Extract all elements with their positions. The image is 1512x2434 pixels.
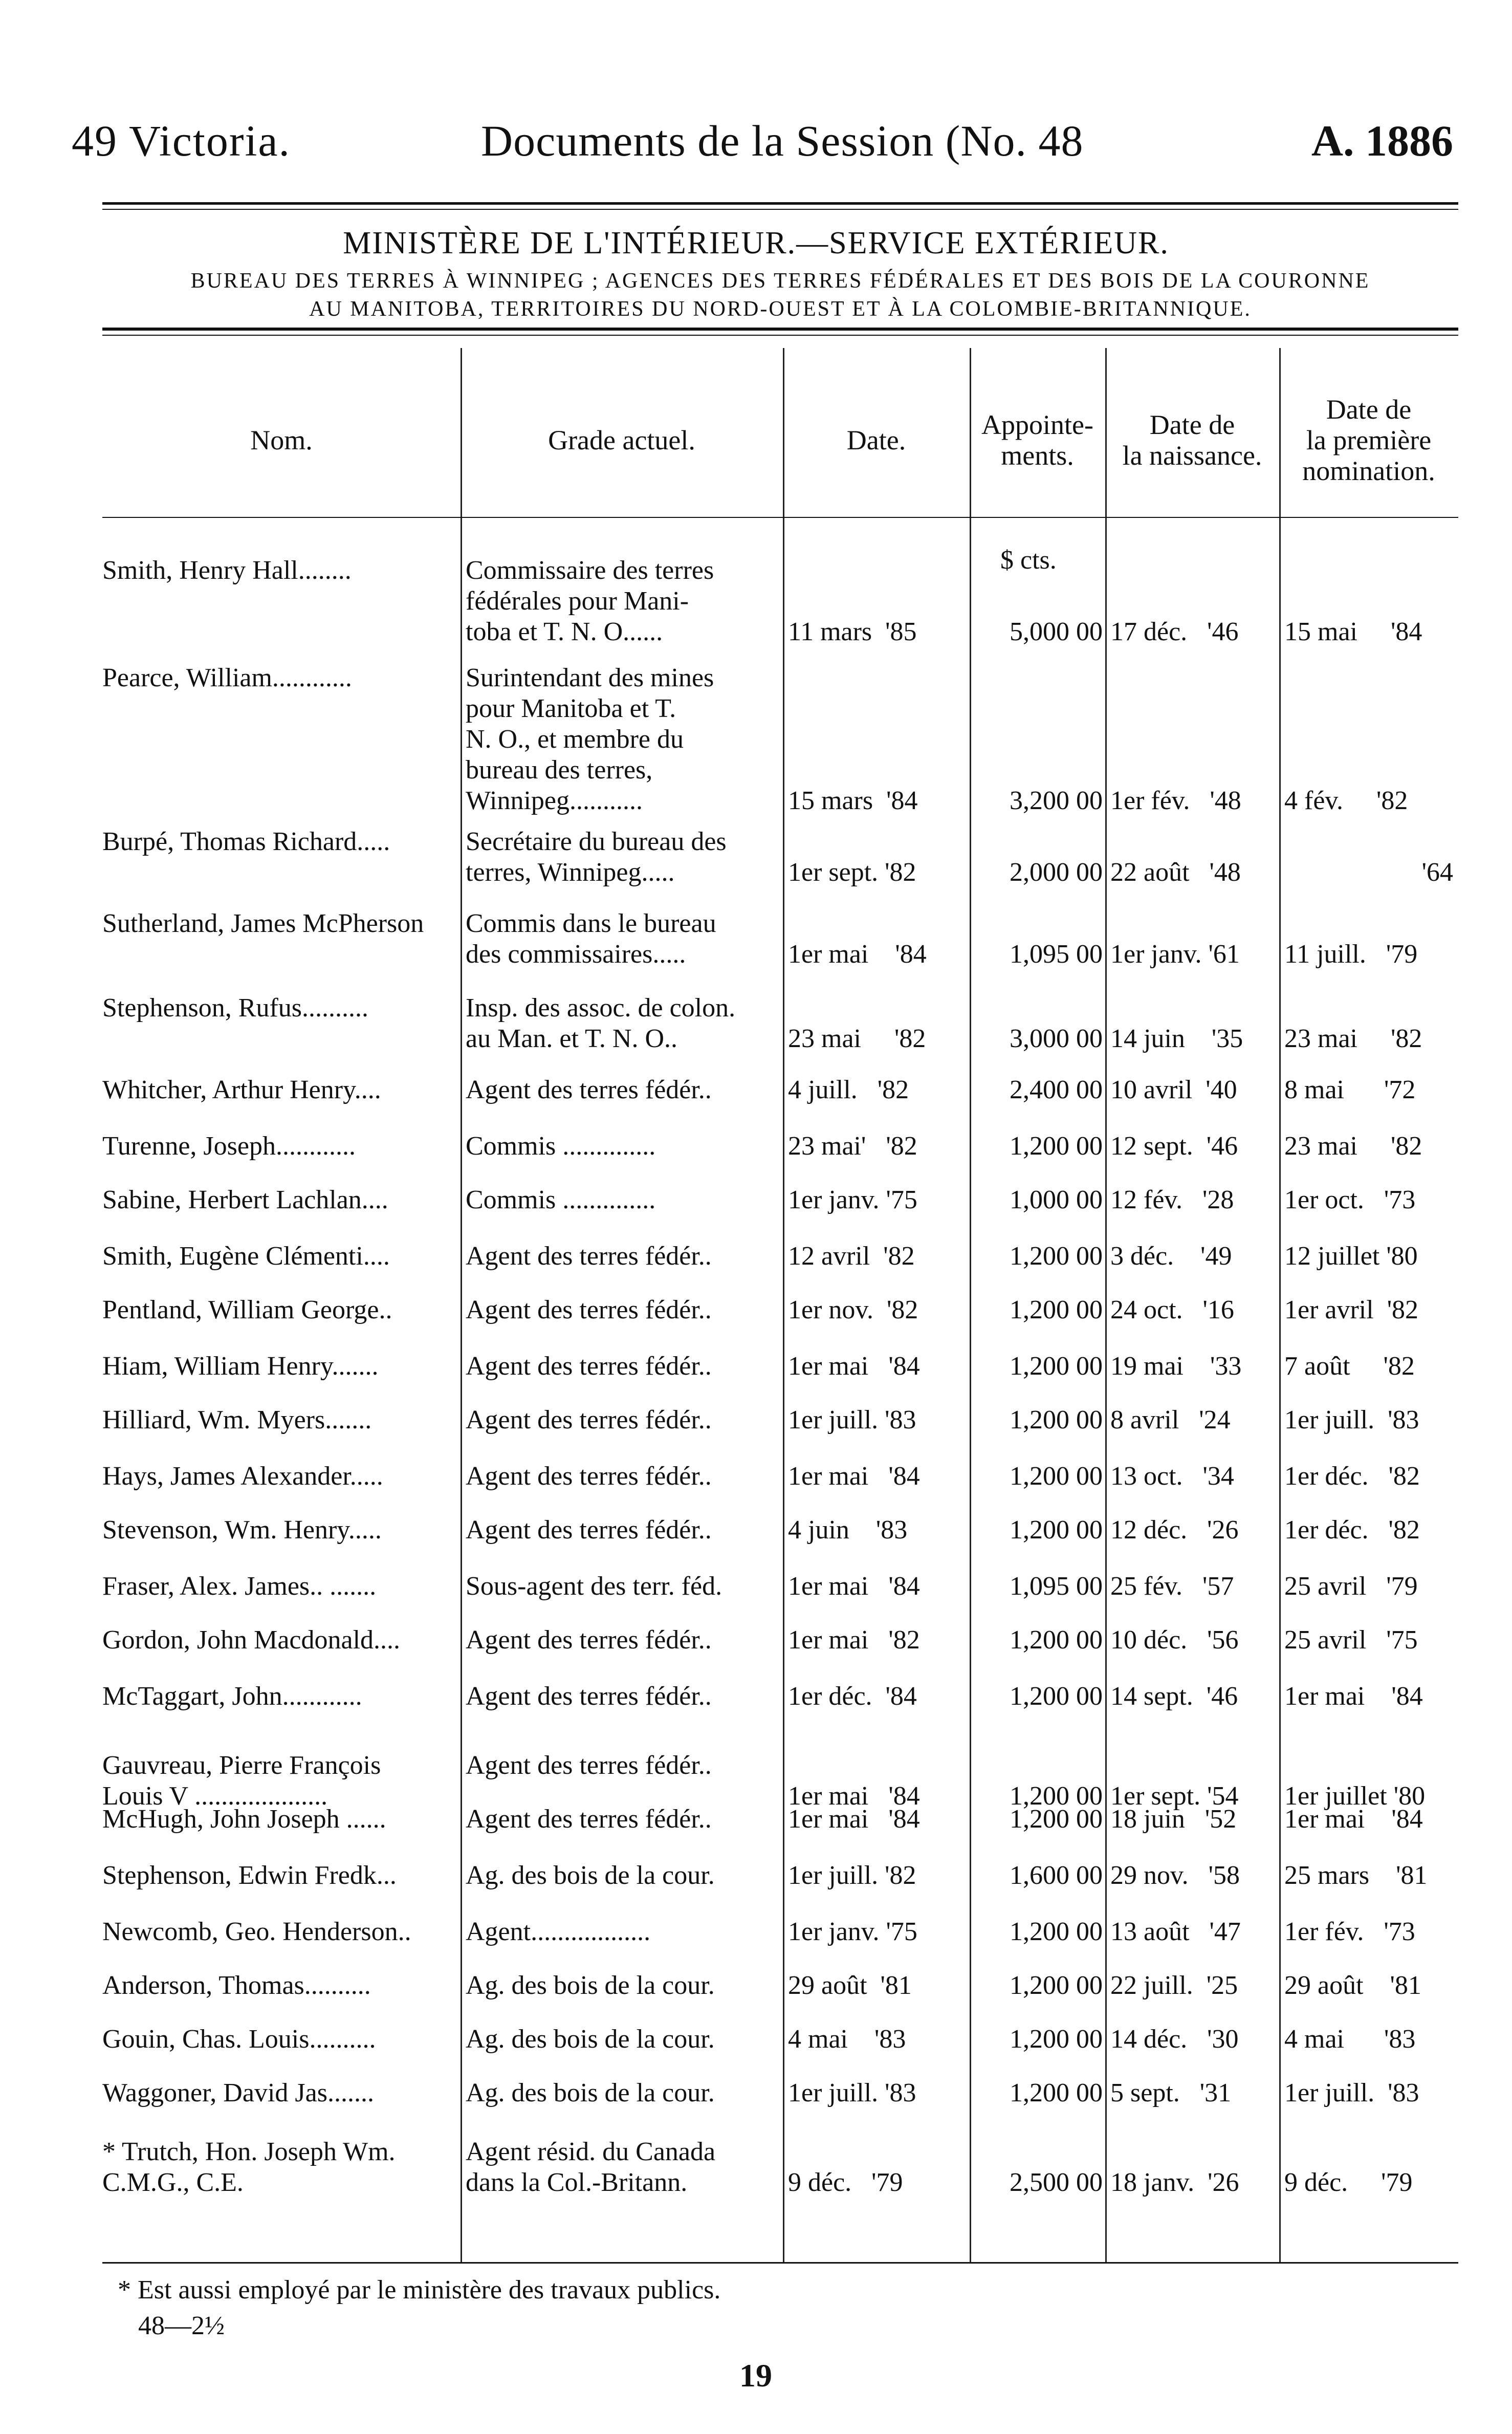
cell-grade: Ag. des bois de la cour.	[466, 1861, 715, 1890]
cell-date: 4 juin '83	[788, 1515, 908, 1545]
cell-date: 1er nov. '82	[788, 1295, 918, 1324]
cell-grade: Agent des terres fédér..	[466, 1462, 712, 1491]
cell-nom: Pearce, William............	[102, 663, 352, 692]
cell-naissance: 13 oct. '34	[1110, 1462, 1234, 1491]
cell-nom: Gouin, Chas. Louis..........	[102, 2025, 376, 2054]
cell-naissance: 14 sept. '46	[1110, 1682, 1238, 1711]
column-divider	[1105, 348, 1107, 2262]
cell-premiere-nomination: 23 mai '82	[1284, 1132, 1422, 1161]
column-divider	[970, 348, 971, 2262]
cell-grade: Agent des terres fédér..	[466, 1682, 712, 1711]
column-header-appointements: Appointe- ments.	[981, 409, 1093, 471]
cell-premiere-nomination: '64	[1421, 858, 1453, 887]
cell-appointements: 1,200 00	[1010, 1462, 1103, 1491]
session-year: 49 Victoria.	[72, 116, 291, 165]
column-header-grade: Grade actuel.	[548, 425, 695, 455]
cell-grade: Agent des terres fédér..	[466, 1751, 712, 1780]
cell-premiere-nomination: 1er juillet '80	[1284, 1781, 1426, 1811]
cell-premiere-nomination: 25 avril '79	[1284, 1572, 1418, 1601]
year-label: A. 1886	[1311, 116, 1453, 165]
cell-premiere-nomination: 7 août '82	[1284, 1352, 1415, 1381]
cell-nom: Sutherland, James McPherson	[102, 909, 424, 938]
footnote: * Est aussi employé par le ministère des travaux publics.	[118, 2275, 721, 2305]
cell-grade: Agent des terres fédér..	[466, 1295, 712, 1324]
cell-nom: Gauvreau, Pierre François Louis V ....................	[102, 1751, 381, 1811]
cell-appointements: 1,200 00	[1010, 1917, 1103, 1946]
cell-appointements: 1,200 00	[1010, 1971, 1103, 2000]
cell-appointements: 1,200 00	[1010, 1295, 1103, 1324]
cell-nom: Stevenson, Wm. Henry.....	[102, 1515, 382, 1545]
cell-appointements: 1,200 00	[1010, 1515, 1103, 1545]
cell-date: 23 mai '82	[788, 1024, 926, 1053]
cell-naissance: 1er sept. '54	[1110, 1781, 1239, 1811]
cell-naissance: 14 déc. '30	[1110, 2025, 1239, 2054]
cell-date: 12 avril '82	[788, 1242, 915, 1271]
cell-date: 11 mars '85	[788, 617, 917, 646]
cell-naissance: 18 juin '52	[1110, 1805, 1237, 1834]
cell-appointements: 2,000 00	[1010, 858, 1103, 887]
cell-premiere-nomination: 23 mai '82	[1284, 1024, 1422, 1053]
column-header-naissance: Date de la naissance.	[1122, 409, 1262, 471]
cell-premiere-nomination: 15 mai '84	[1284, 617, 1422, 646]
cell-grade: Agent résid. du Canada dans la Col.-Britann.	[466, 2137, 716, 2197]
cell-grade: Commissaire des terres fédérales pour Mani- toba et T. N. O......	[466, 556, 714, 646]
cell-grade: Agent des terres fédér..	[466, 1075, 712, 1104]
cell-date: 15 mars '84	[788, 786, 918, 815]
cell-premiere-nomination: 1er mai '84	[1284, 1805, 1423, 1834]
cell-premiere-nomination: 29 août '81	[1284, 1971, 1421, 2000]
column-divider	[461, 348, 462, 2262]
title-rule-thin	[102, 335, 1458, 336]
cell-date: 1er mai '84	[788, 1572, 920, 1601]
table-bottom-rule	[102, 2262, 1458, 2264]
cell-grade: Commis ..............	[466, 1132, 656, 1161]
cell-grade: Insp. des assoc. de colon. au Man. et T. N. O..	[466, 993, 736, 1053]
cell-nom: Waggoner, David Jas.......	[102, 2078, 374, 2107]
ministry-title: MINISTÈRE DE L'INTÉRIEUR.—SERVICE EXTÉRIEUR.	[343, 226, 1169, 260]
cell-grade: Commis dans le bureau des commissaires.....	[466, 909, 716, 969]
cell-naissance: 8 avril '24	[1110, 1405, 1231, 1435]
cell-appointements: 2,400 00	[1010, 1075, 1103, 1104]
cell-grade: Secrétaire du bureau des terres, Winnipeg.....	[466, 827, 727, 887]
cell-date: 1er janv. '75	[788, 1917, 917, 1946]
cell-naissance: 14 juin '35	[1110, 1024, 1243, 1053]
cell-naissance: 25 fév. '57	[1110, 1572, 1234, 1601]
header-rule-thin	[102, 209, 1458, 210]
column-header-date: Date.	[846, 425, 906, 455]
cell-premiere-nomination: 1er déc. '82	[1284, 1462, 1420, 1491]
cell-naissance: 3 déc. '49	[1110, 1242, 1232, 1271]
cell-premiere-nomination: 12 juillet '80	[1284, 1242, 1418, 1271]
cell-grade: Surintendant des mines pour Manitoba et T. N. O., et membre du bureau des terres, Winnipeg...........	[466, 663, 714, 815]
cell-premiere-nomination: 1er oct. '73	[1284, 1185, 1416, 1214]
cell-premiere-nomination: 4 mai '83	[1284, 2025, 1416, 2054]
cell-grade: Agent des terres fédér..	[466, 1352, 712, 1381]
document-series: Documents de la Session (No. 48	[481, 116, 1084, 165]
header-rule-thick	[102, 202, 1458, 205]
cell-appointements: 3,000 00	[1010, 1024, 1103, 1053]
cell-naissance: 18 janv. '26	[1110, 2168, 1239, 2197]
cell-naissance: 10 avril '40	[1110, 1075, 1237, 1104]
cell-date: 1er juill. '83	[788, 2078, 916, 2107]
cell-date: 1er déc. '84	[788, 1682, 917, 1711]
cell-appointements: 1,200 00	[1010, 1805, 1103, 1834]
cell-appointements: 1,200 00	[1010, 1132, 1103, 1161]
cell-naissance: 13 août '47	[1110, 1917, 1241, 1946]
cell-naissance: 12 fév. '28	[1110, 1185, 1234, 1214]
cell-premiere-nomination: 8 mai '72	[1284, 1075, 1416, 1104]
column-divider	[1279, 348, 1281, 2262]
cell-nom: Whitcher, Arthur Henry....	[102, 1075, 381, 1104]
cell-naissance: 17 déc. '46	[1110, 617, 1239, 646]
cell-premiere-nomination: 1er juill. '83	[1284, 1405, 1419, 1435]
cell-premiere-nomination: 9 déc. '79	[1284, 2168, 1413, 2197]
cell-date: 1er mai '84	[788, 1805, 920, 1834]
cell-grade: Agent des terres fédér..	[466, 1805, 712, 1834]
title-rule-thick	[102, 328, 1458, 331]
cell-premiere-nomination: 1er juill. '83	[1284, 2078, 1419, 2107]
cell-grade: Sous-agent des terr. féd.	[466, 1572, 722, 1601]
cell-grade: Ag. des bois de la cour.	[466, 2025, 715, 2054]
cell-appointements: 1,200 00	[1010, 2025, 1103, 2054]
cell-appointements: 1,200 00	[1010, 1781, 1103, 1811]
cell-date: 4 juill. '82	[788, 1075, 909, 1104]
cell-naissance: 5 sept. '31	[1110, 2078, 1232, 2107]
cell-nom: Fraser, Alex. James.. .......	[102, 1572, 377, 1601]
cell-premiere-nomination: 25 avril '75	[1284, 1625, 1418, 1655]
cell-premiere-nomination: 1er fév. '73	[1284, 1917, 1415, 1946]
cell-appointements: 1,095 00	[1010, 1572, 1103, 1601]
cell-premiere-nomination: 1er avril '82	[1284, 1295, 1419, 1324]
cell-nom: Gordon, John Macdonald....	[102, 1625, 401, 1655]
cell-date: 1er mai '82	[788, 1625, 920, 1655]
cell-premiere-nomination: 1er mai '84	[1284, 1682, 1423, 1711]
cell-nom: Turenne, Joseph............	[102, 1132, 356, 1161]
cell-nom: Anderson, Thomas..........	[102, 1971, 371, 2000]
cell-naissance: 24 oct. '16	[1110, 1295, 1234, 1324]
cell-appointements: 2,500 00	[1010, 2168, 1103, 2197]
cell-grade: Agent des terres fédér..	[466, 1405, 712, 1435]
cell-nom: Burpé, Thomas Richard.....	[102, 827, 390, 856]
cell-appointements: 1,200 00	[1010, 1352, 1103, 1381]
cell-grade: Agent des terres fédér..	[466, 1242, 712, 1271]
document-signature: 48—2½	[138, 2311, 225, 2340]
running-head	[72, 115, 1453, 171]
cell-appointements: 1,095 00	[1010, 940, 1103, 969]
cell-premiere-nomination: 11 juill. '79	[1284, 940, 1418, 969]
cell-date: 9 déc. '79	[788, 2168, 903, 2197]
cell-nom: Hiam, William Henry.......	[102, 1352, 379, 1381]
cell-date: 29 août '81	[788, 1971, 912, 2000]
cell-naissance: 12 sept. '46	[1110, 1132, 1238, 1161]
header-underline	[102, 517, 1458, 518]
cell-naissance: 29 nov. '58	[1110, 1861, 1240, 1890]
page-number: 19	[739, 2357, 772, 2394]
cell-date: 1er janv. '75	[788, 1185, 917, 1214]
cell-naissance: 10 déc. '56	[1110, 1625, 1239, 1655]
cell-date: 1er sept. '82	[788, 858, 916, 887]
cell-nom: * Trutch, Hon. Joseph Wm. C.M.G., C.E.	[102, 2137, 396, 2197]
cell-appointements: 5,000 00	[1010, 617, 1103, 646]
cell-naissance: 1er fév. '48	[1110, 786, 1241, 815]
cell-premiere-nomination: 1er déc. '82	[1284, 1515, 1420, 1545]
cell-nom: Sabine, Herbert Lachlan....	[102, 1185, 388, 1214]
cell-nom: McHugh, John Joseph ......	[102, 1805, 386, 1834]
cell-nom: Smith, Eugène Clémenti....	[102, 1242, 390, 1271]
cell-naissance: 19 mai '33	[1110, 1352, 1242, 1381]
cell-appointements: 1,200 00	[1010, 2078, 1103, 2107]
cell-date: 1er mai '84	[788, 1462, 920, 1491]
currency-label: $ cts.	[1000, 546, 1057, 575]
cell-appointements: 1,600 00	[1010, 1861, 1103, 1890]
cell-date: 1er mai '84	[788, 1352, 920, 1381]
cell-nom: Stephenson, Edwin Fredk...	[102, 1861, 397, 1890]
cell-appointements: 1,200 00	[1010, 1625, 1103, 1655]
cell-date: 1er juill. '82	[788, 1861, 916, 1890]
cell-naissance: 12 déc. '26	[1110, 1515, 1239, 1545]
cell-appointements: 1,200 00	[1010, 1405, 1103, 1435]
cell-nom: Pentland, William George..	[102, 1295, 392, 1324]
cell-date: 4 mai '83	[788, 2025, 906, 2054]
cell-appointements: 1,000 00	[1010, 1185, 1103, 1214]
cell-grade: Ag. des bois de la cour.	[466, 2078, 715, 2107]
column-header-premiere-nomination: Date de la première nomination.	[1302, 394, 1435, 486]
cell-nom: Smith, Henry Hall........	[102, 556, 352, 585]
cell-date: 23 mai' '82	[788, 1132, 917, 1161]
cell-appointements: 1,200 00	[1010, 1682, 1103, 1711]
cell-naissance: 22 juill. '25	[1110, 1971, 1238, 2000]
cell-date: 1er mai '84	[788, 1781, 920, 1811]
cell-nom: McTaggart, John............	[102, 1682, 362, 1711]
cell-nom: Stephenson, Rufus..........	[102, 993, 368, 1023]
cell-grade: Ag. des bois de la cour.	[466, 1971, 715, 2000]
cell-appointements: 3,200 00	[1010, 786, 1103, 815]
cell-nom: Hays, James Alexander.....	[102, 1462, 383, 1491]
cell-naissance: 1er janv. '61	[1110, 940, 1240, 969]
cell-naissance: 22 août '48	[1110, 858, 1241, 887]
bureau-line-2: AU MANITOBA, TERRITOIRES DU NORD-OUEST ET À LA COLOMBIE-BRITANNIQUE.	[309, 297, 1252, 321]
cell-grade: Agent des terres fédér..	[466, 1625, 712, 1655]
cell-nom: Hilliard, Wm. Myers.......	[102, 1405, 372, 1435]
cell-premiere-nomination: 25 mars '81	[1284, 1861, 1428, 1890]
cell-grade: Agent des terres fédér..	[466, 1515, 712, 1545]
column-divider	[783, 348, 784, 2262]
bureau-line-1: BUREAU DES TERRES À WINNIPEG ; AGENCES DES TERRES FÉDÉRALES ET DES BOIS DE LA COURONNE	[190, 269, 1370, 293]
cell-nom: Newcomb, Geo. Henderson..	[102, 1917, 411, 1946]
cell-premiere-nomination: 4 fév. '82	[1284, 786, 1408, 815]
cell-appointements: 1,200 00	[1010, 1242, 1103, 1271]
cell-date: 1er mai '84	[788, 940, 927, 969]
cell-grade: Commis ..............	[466, 1185, 656, 1214]
column-header-nom: Nom.	[250, 425, 313, 455]
cell-grade: Agent..................	[466, 1917, 651, 1946]
cell-date: 1er juill. '83	[788, 1405, 916, 1435]
